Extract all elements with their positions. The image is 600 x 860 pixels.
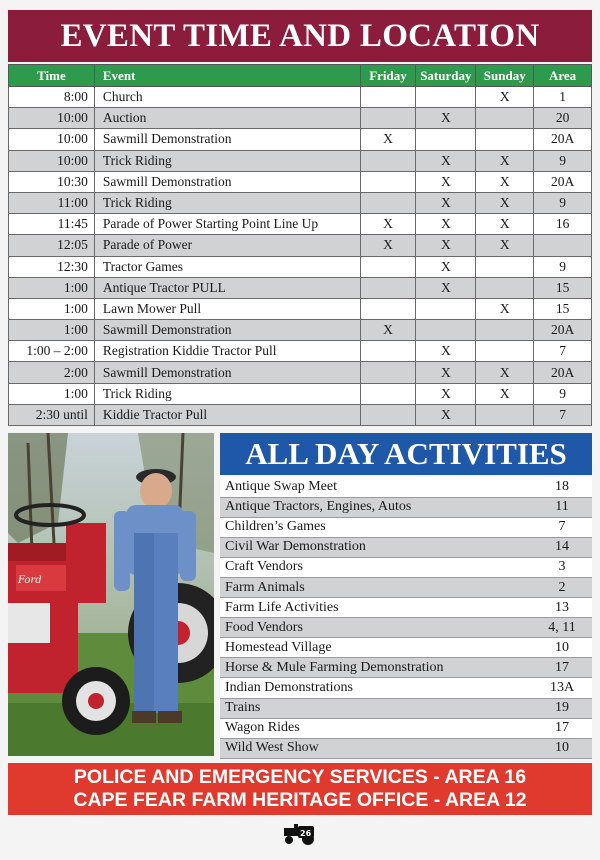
cell-area: 9	[534, 192, 592, 213]
list-item	[220, 517, 592, 537]
cell-sunday	[476, 108, 534, 129]
table-row	[9, 256, 592, 277]
cell-time: 11:45	[9, 214, 95, 235]
cell-sunday	[476, 277, 534, 298]
cell-area: 20A	[534, 362, 592, 383]
activity-name: Children’s Games	[220, 517, 532, 537]
table-row	[9, 320, 592, 341]
activity-name: Civil War Demonstration	[220, 537, 532, 557]
cell-event: Antique Tractor PULL	[94, 277, 360, 298]
allday-title: ALL DAY ACTIVITIES	[220, 433, 592, 475]
table-row	[9, 404, 592, 425]
cell-saturday: X	[416, 362, 476, 383]
cell-saturday	[416, 87, 476, 108]
cell-sunday: X	[476, 150, 534, 171]
cell-sunday	[476, 404, 534, 425]
cell-friday	[360, 87, 416, 108]
cell-area: 15	[534, 298, 592, 319]
activity-area: 4, 11	[532, 618, 592, 638]
tractor-page-number-icon	[280, 822, 320, 846]
cell-sunday: X	[476, 298, 534, 319]
cell-area: 15	[534, 277, 592, 298]
cell-friday: X	[360, 129, 416, 150]
list-item	[220, 598, 592, 618]
activity-area: 17	[532, 658, 592, 678]
cell-event: Parade of Power Starting Point Line Up	[94, 214, 360, 235]
activity-name: Wild West Show	[220, 738, 532, 758]
cell-time: 10:00	[9, 108, 95, 129]
list-item	[220, 618, 592, 638]
cell-area	[534, 235, 592, 256]
cell-friday	[360, 192, 416, 213]
table-row	[9, 171, 592, 192]
cell-saturday	[416, 298, 476, 319]
activity-name: Wagon Rides	[220, 718, 532, 738]
cell-event: Auction	[94, 108, 360, 129]
cell-sunday: X	[476, 171, 534, 192]
cell-area: 7	[534, 341, 592, 362]
cell-friday	[360, 298, 416, 319]
header-area: Area	[534, 65, 592, 87]
list-item	[220, 577, 592, 597]
cell-time: 10:00	[9, 150, 95, 171]
cell-saturday: X	[416, 235, 476, 256]
table-row	[9, 87, 592, 108]
cell-saturday: X	[416, 404, 476, 425]
cell-area: 7	[534, 404, 592, 425]
list-item	[220, 658, 592, 678]
table-row	[9, 277, 592, 298]
activity-area: 3	[532, 557, 592, 577]
activity-name: Homestead Village	[220, 638, 532, 658]
list-item	[220, 477, 592, 497]
cell-saturday: X	[416, 214, 476, 235]
cell-saturday: X	[416, 256, 476, 277]
cell-friday	[360, 256, 416, 277]
cell-event: Sawmill Demonstration	[94, 362, 360, 383]
table-row	[9, 129, 592, 150]
cell-event: Sawmill Demonstration	[94, 320, 360, 341]
cell-time: 12:05	[9, 235, 95, 256]
activity-area: 2	[532, 577, 592, 597]
header-friday: Friday	[360, 65, 416, 87]
list-item	[220, 678, 592, 698]
list-item	[220, 738, 592, 758]
header-saturday: Saturday	[416, 65, 476, 87]
cell-sunday	[476, 129, 534, 150]
cell-event: Church	[94, 87, 360, 108]
header-sunday: Sunday	[476, 65, 534, 87]
cell-event: Trick Riding	[94, 383, 360, 404]
cell-area: 9	[534, 256, 592, 277]
cell-area: 16	[534, 214, 592, 235]
cell-sunday: X	[476, 214, 534, 235]
list-item	[220, 497, 592, 517]
cell-time: 1:00	[9, 277, 95, 298]
cell-area: 9	[534, 150, 592, 171]
cell-sunday: X	[476, 362, 534, 383]
activity-name: Farm Life Activities	[220, 598, 532, 618]
activity-name: Antique Tractors, Engines, Autos	[220, 497, 532, 517]
cell-friday	[360, 404, 416, 425]
cell-event: Kiddie Tractor Pull	[94, 404, 360, 425]
cell-friday	[360, 277, 416, 298]
cell-saturday	[416, 129, 476, 150]
cell-friday	[360, 341, 416, 362]
cell-time: 1:00	[9, 320, 95, 341]
table-row	[9, 108, 592, 129]
page-title: EVENT TIME AND LOCATION	[8, 10, 592, 62]
header-time: Time	[9, 65, 95, 87]
cell-friday	[360, 150, 416, 171]
list-item	[220, 638, 592, 658]
cell-saturday: X	[416, 341, 476, 362]
cell-sunday	[476, 320, 534, 341]
table-row	[9, 341, 592, 362]
cell-saturday: X	[416, 383, 476, 404]
cell-time: 8:00	[9, 87, 95, 108]
cell-area: 20	[534, 108, 592, 129]
cell-area: 20A	[534, 129, 592, 150]
cell-saturday: X	[416, 171, 476, 192]
activity-area: 7	[532, 517, 592, 537]
table-row	[9, 192, 592, 213]
cell-area: 20A	[534, 320, 592, 341]
cell-sunday: X	[476, 383, 534, 404]
cell-friday: X	[360, 320, 416, 341]
activity-area: 18	[532, 477, 592, 497]
cell-event: Parade of Power	[94, 235, 360, 256]
table-header-row	[9, 65, 592, 87]
cell-saturday	[416, 320, 476, 341]
tractor-script: Ford	[18, 575, 42, 586]
farmer-with-red-tractor-photo	[8, 433, 214, 756]
cell-sunday: X	[476, 87, 534, 108]
footer-banner	[8, 763, 592, 815]
activity-area: 17	[532, 718, 592, 738]
activity-name: Craft Vendors	[220, 557, 532, 577]
list-item	[220, 537, 592, 557]
cell-time: 1:00 – 2:00	[9, 341, 95, 362]
cell-sunday: X	[476, 235, 534, 256]
footer-line-office: CAPE FEAR FARM HERITAGE OFFICE - AREA 12	[73, 789, 527, 811]
table-row	[9, 362, 592, 383]
activity-area: 10	[532, 638, 592, 658]
event-schedule-table	[8, 64, 592, 426]
cell-time: 10:00	[9, 129, 95, 150]
cell-time: 1:00	[9, 298, 95, 319]
activity-area: 19	[532, 698, 592, 718]
activity-area: 13A	[532, 678, 592, 698]
table-row	[9, 214, 592, 235]
table-row	[9, 235, 592, 256]
table-row	[9, 150, 592, 171]
cell-saturday: X	[416, 192, 476, 213]
cell-event: Sawmill Demonstration	[94, 129, 360, 150]
cell-saturday: X	[416, 108, 476, 129]
cell-time: 11:00	[9, 192, 95, 213]
activity-name: Food Vendors	[220, 618, 532, 638]
cell-time: 10:30	[9, 171, 95, 192]
cell-event: Registration Kiddie Tractor Pull	[94, 341, 360, 362]
table-row	[9, 383, 592, 404]
activity-name: Horse & Mule Farming Demonstration	[220, 658, 532, 678]
cell-time: 12:30	[9, 256, 95, 277]
cell-event: Sawmill Demonstration	[94, 171, 360, 192]
allday-activities-table	[220, 477, 592, 759]
activity-area: 11	[532, 497, 592, 517]
page-number: 26	[300, 829, 312, 838]
list-item	[220, 718, 592, 738]
activity-area: 10	[532, 738, 592, 758]
cell-friday: X	[360, 214, 416, 235]
cell-friday	[360, 108, 416, 129]
list-item	[220, 698, 592, 718]
cell-event: Lawn Mower Pull	[94, 298, 360, 319]
cell-saturday: X	[416, 277, 476, 298]
cell-sunday	[476, 341, 534, 362]
cell-time: 1:00	[9, 383, 95, 404]
cell-friday	[360, 383, 416, 404]
cell-friday: X	[360, 235, 416, 256]
cell-saturday: X	[416, 150, 476, 171]
cell-friday	[360, 362, 416, 383]
cell-area: 9	[534, 383, 592, 404]
cell-sunday: X	[476, 192, 534, 213]
cell-event: Tractor Games	[94, 256, 360, 277]
cell-time: 2:30 until	[9, 404, 95, 425]
activity-name: Trains	[220, 698, 532, 718]
table-row	[9, 298, 592, 319]
activity-area: 14	[532, 537, 592, 557]
cell-time: 2:00	[9, 362, 95, 383]
activity-name: Farm Animals	[220, 577, 532, 597]
activity-name: Antique Swap Meet	[220, 477, 532, 497]
list-item	[220, 557, 592, 577]
cell-area: 20A	[534, 171, 592, 192]
header-event: Event	[94, 65, 360, 87]
cell-sunday	[476, 256, 534, 277]
activity-name: Indian Demonstrations	[220, 678, 532, 698]
cell-event: Trick Riding	[94, 150, 360, 171]
cell-event: Trick Riding	[94, 192, 360, 213]
cell-area: 1	[534, 87, 592, 108]
activity-area: 13	[532, 598, 592, 618]
cell-friday	[360, 171, 416, 192]
footer-line-police: POLICE AND EMERGENCY SERVICES - AREA 16	[73, 766, 527, 788]
